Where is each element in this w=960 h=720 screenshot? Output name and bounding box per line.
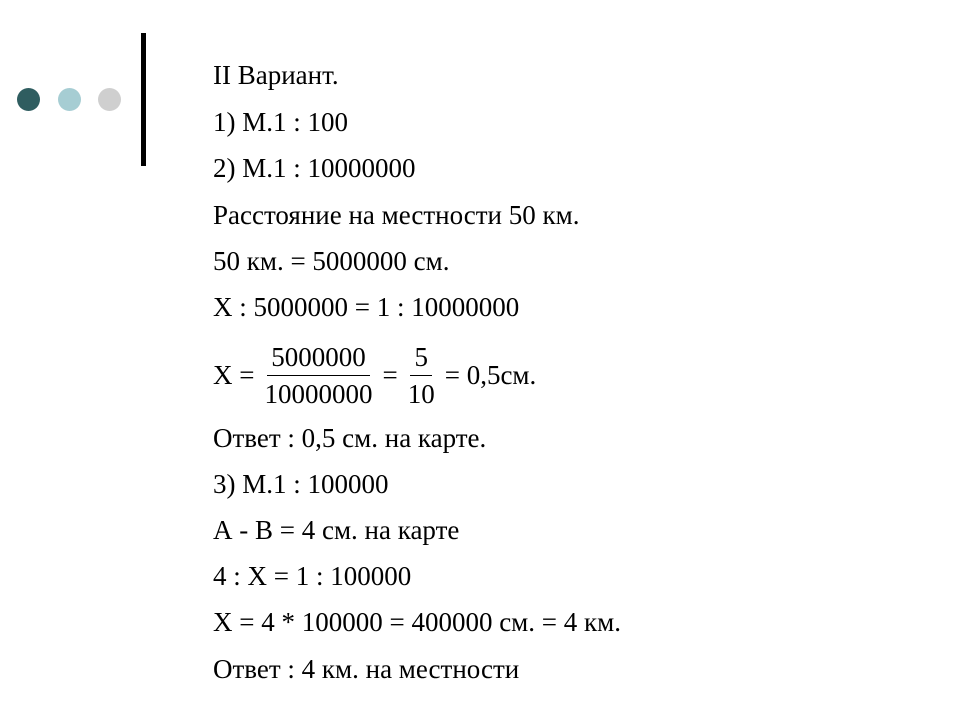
fraction-lhs: X = <box>213 359 255 390</box>
scale-line-3: 3) М.1 : 100000 <box>213 469 389 499</box>
decor-dot-dark <box>17 88 40 111</box>
distance-statement: Расстояние на местности 50 км. <box>213 200 580 230</box>
fraction-2-numerator: 5 <box>410 341 432 376</box>
fraction-1-numerator: 5000000 <box>267 341 370 376</box>
proportion-line-2: 4 : X = 1 : 100000 <box>213 561 412 591</box>
fraction-2 <box>404 341 439 410</box>
calculation-line: X = 4 * 100000 = 400000 см. = 4 км. <box>213 607 621 637</box>
fraction-2-denominator: 10 <box>407 378 435 409</box>
decor-vertical-rule <box>141 33 146 166</box>
proportion-line: X : 5000000 = 1 : 10000000 <box>213 292 520 322</box>
scale-line-2: 2) М.1 : 10000000 <box>213 153 416 183</box>
scale-line-1: 1) М.1 : 100 <box>213 107 348 137</box>
fraction-1 <box>260 341 376 410</box>
map-distance-line: А - В = 4 см. на карте <box>213 515 460 545</box>
answer-line-2: Ответ : 4 км. на местности <box>213 654 520 684</box>
fraction-equation <box>213 340 536 410</box>
answer-line-1: Ответ : 0,5 см. на карте. <box>213 423 487 453</box>
decor-dot-light <box>58 88 81 111</box>
fraction-1-denominator: 10000000 <box>264 378 373 409</box>
conversion-line: 50 км. = 5000000 см. <box>213 246 450 276</box>
variant-title: II Вариант. <box>213 60 339 90</box>
fraction-rhs: = 0,5см. <box>444 359 537 390</box>
fraction-equals: = <box>382 359 398 390</box>
decor-dot-gray <box>98 88 121 111</box>
